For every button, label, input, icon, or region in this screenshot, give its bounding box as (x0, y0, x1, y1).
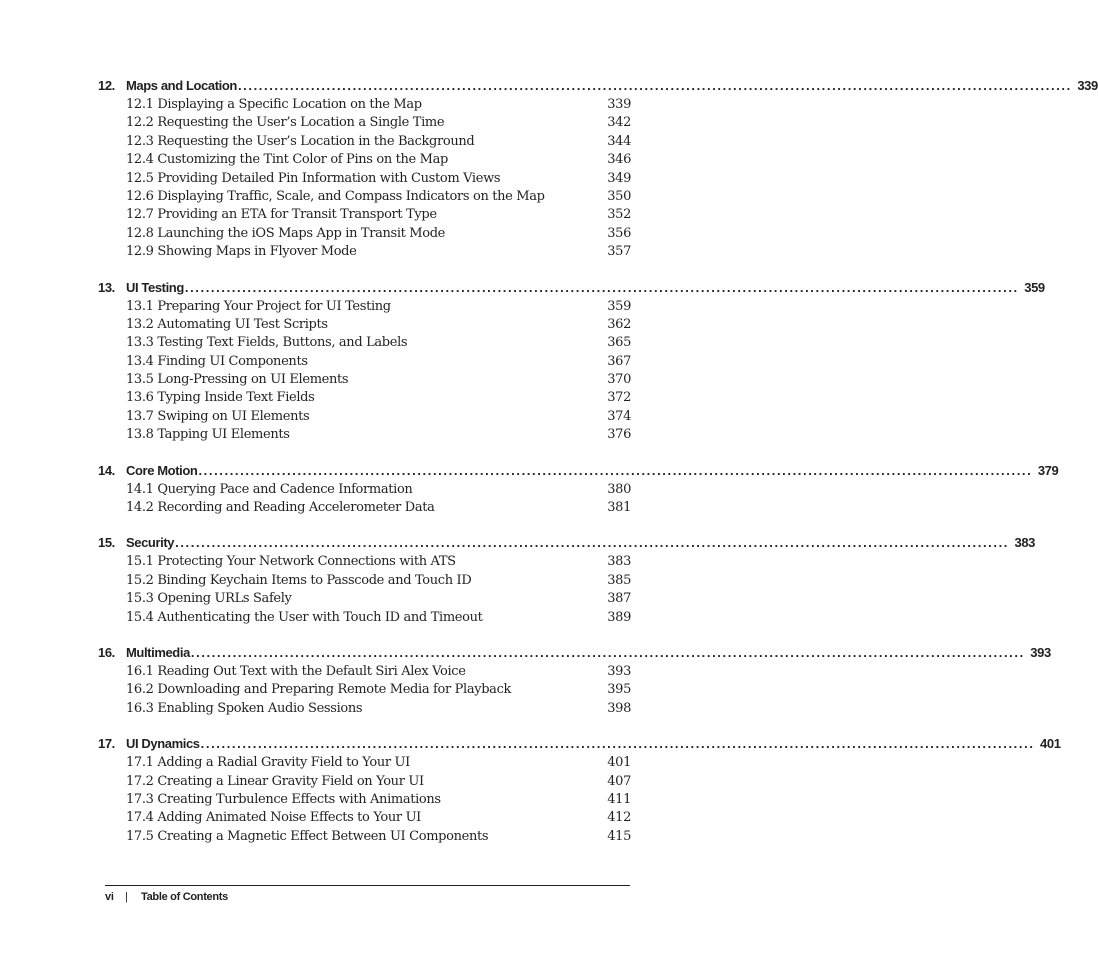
chapter-number: 12. (98, 78, 115, 93)
section-title: 12.1 Displaying a Specific Location on the Map (126, 97, 422, 112)
section-title: 12.6 Displaying Traffic, Scale, and Compass Indicators on the Map (126, 188, 545, 204)
section-title: 17.4 Adding Animated Noise Effects to Your UI (126, 810, 421, 826)
chapter-page: 401 (1040, 736, 1061, 752)
section-entry[interactable] (126, 755, 631, 773)
section-title: 12.3 Requesting the User’s Location in the Background (126, 133, 475, 149)
section-entry[interactable] (126, 226, 631, 244)
section-title: 15.4 Authenticating the User with Touch ID and Timeout (126, 609, 483, 625)
section-page: 401 (607, 755, 631, 771)
section-entry[interactable] (126, 189, 631, 207)
section-title: 13.8 Tapping UI Elements (126, 427, 290, 443)
section-entry[interactable] (126, 372, 631, 390)
section-page: 398 (607, 700, 631, 716)
chapter-14 (98, 462, 1059, 519)
section-entry[interactable] (126, 610, 631, 628)
section-title: 13.2 Automating UI Test Scripts (126, 316, 328, 332)
section-page: 365 (607, 335, 631, 351)
dot-leader: ................................................................................................................................................................ (184, 279, 1019, 295)
chapter-title: Security (126, 535, 175, 551)
section-entry[interactable] (126, 573, 631, 591)
section-entry[interactable] (126, 299, 631, 317)
section-page: 342 (607, 115, 631, 131)
chapter-13 (98, 279, 1045, 446)
section-title: 13.3 Testing Text Fields, Buttons, and Labels (126, 335, 408, 351)
section-title: 13.6 Typing Inside Text Fields (126, 390, 315, 406)
chapter-title: UI Testing (126, 279, 184, 295)
section-page: 412 (607, 810, 631, 826)
section-entry[interactable] (126, 664, 631, 682)
section-entry[interactable] (126, 810, 631, 828)
chapter-heading[interactable] (98, 736, 1061, 755)
section-page: 350 (607, 188, 631, 204)
section-page: 346 (607, 152, 631, 168)
chapter-title: Core Motion (126, 462, 198, 478)
chapter-16 (98, 644, 1051, 719)
section-entry[interactable] (126, 207, 631, 225)
section-entry[interactable] (126, 591, 631, 609)
section-page: 344 (607, 133, 631, 149)
section-title: 15.3 Opening URLs Safely (126, 591, 292, 607)
section-entry[interactable] (126, 115, 631, 133)
section-page: 393 (607, 663, 631, 679)
section-title: 13.1 Preparing Your Project for UI Testing (126, 298, 391, 314)
chapter-number: 15. (98, 535, 115, 551)
section-page: 372 (607, 390, 631, 406)
section-list (98, 554, 631, 628)
section-page: 395 (607, 682, 631, 698)
chapter-heading[interactable] (98, 279, 1045, 299)
section-title: 17.1 Adding a Radial Gravity Field to Your UI (126, 755, 410, 771)
section-title: 12.5 Providing Detailed Pin Information with Custom Views (126, 170, 501, 186)
section-title: 16.3 Enabling Spoken Audio Sessions (126, 700, 363, 716)
dot-leader: ................................................................................................................................................................ (200, 736, 1035, 752)
chapter-title: UI Dynamics (126, 736, 200, 752)
section-entry[interactable] (126, 829, 631, 847)
chapter-number: 16. (98, 644, 115, 660)
section-entry[interactable] (126, 792, 631, 810)
section-title: 15.1 Protecting Your Network Connections with ATS (126, 554, 456, 570)
section-title: 12.9 Showing Maps in Flyover Mode (126, 244, 357, 260)
chapter-heading[interactable] (98, 644, 1051, 664)
section-list (98, 299, 631, 446)
section-entry[interactable] (126, 317, 631, 335)
section-page: 387 (607, 591, 631, 607)
section-title: 12.8 Launching the iOS Maps App in Transit Mode (126, 225, 446, 241)
section-entry[interactable] (126, 554, 631, 572)
dot-leader: ................................................................................................................................................................ (190, 644, 1025, 660)
table-of-contents (98, 78, 1098, 864)
section-title: 16.1 Reading Out Text with the Default Siri Alex Voice (126, 663, 466, 679)
chapter-title: Multimedia (126, 644, 190, 660)
chapter-page: 383 (1014, 535, 1035, 551)
section-title: 16.2 Downloading and Preparing Remote Media for Playback (126, 682, 512, 698)
chapter-heading[interactable] (98, 78, 1098, 97)
section-page: 356 (607, 225, 631, 241)
section-list (98, 755, 631, 847)
chapter-number: 17. (98, 736, 115, 752)
section-list (98, 664, 631, 719)
section-title: 13.7 Swiping on UI Elements (126, 408, 310, 424)
footer-rule (105, 885, 630, 886)
section-title: 12.2 Requesting the User’s Location a Single Time (126, 115, 445, 131)
section-title: 17.2 Creating a Linear Gravity Field on Your UI (126, 773, 424, 789)
running-title: Table of Contents (141, 891, 228, 903)
section-page: 389 (607, 609, 631, 625)
dot-leader: ................................................................................................................................................................ (237, 78, 1072, 93)
section-page: 349 (607, 170, 631, 186)
section-entry[interactable] (126, 774, 631, 792)
section-entry[interactable] (126, 354, 631, 372)
section-page: 339 (607, 97, 631, 112)
section-page: 380 (607, 481, 631, 497)
section-entry[interactable] (126, 482, 631, 500)
section-entry[interactable] (126, 97, 631, 115)
section-page: 362 (607, 316, 631, 332)
section-page: 367 (607, 353, 631, 369)
section-title: 17.3 Creating Turbulence Effects with Animations (126, 791, 441, 807)
section-entry[interactable] (126, 701, 631, 719)
page-footer (105, 891, 228, 903)
section-page: 374 (607, 408, 631, 424)
section-entry[interactable] (126, 335, 631, 353)
section-title: 14.2 Recording and Reading Accelerometer Data (126, 500, 435, 516)
section-page: 376 (607, 427, 631, 443)
chapter-page: 359 (1024, 279, 1045, 295)
chapter-heading[interactable] (98, 535, 1035, 554)
section-page: 370 (607, 372, 631, 388)
section-title: 14.1 Querying Pace and Cadence Information (126, 481, 413, 497)
chapter-number: 14. (98, 462, 115, 478)
chapter-heading[interactable] (98, 462, 1059, 482)
chapter-17 (98, 736, 1061, 847)
section-title: 13.5 Long-Pressing on UI Elements (126, 372, 349, 388)
section-entry[interactable] (126, 152, 631, 170)
chapter-12 (98, 78, 1098, 263)
section-title: 17.5 Creating a Magnetic Effect Between UI Components (126, 828, 489, 844)
section-page: 415 (607, 828, 631, 844)
section-entry[interactable] (126, 500, 631, 518)
section-page: 357 (607, 244, 631, 260)
section-page: 411 (607, 791, 631, 807)
section-entry[interactable] (126, 390, 631, 408)
section-list (98, 482, 631, 519)
page-folio: vi (105, 891, 114, 903)
chapter-page: 379 (1037, 462, 1059, 478)
section-page: 385 (607, 572, 631, 588)
section-page: 359 (607, 298, 631, 314)
section-list (98, 97, 631, 263)
section-title: 13.4 Finding UI Components (126, 353, 308, 369)
section-title: 15.2 Binding Keychain Items to Passcode and Touch ID (126, 572, 472, 588)
chapter-page: 393 (1030, 644, 1051, 660)
chapter-15 (98, 535, 1035, 628)
section-entry[interactable] (126, 427, 631, 445)
dot-leader: ................................................................................................................................................................ (198, 462, 1033, 478)
section-entry[interactable] (126, 134, 631, 152)
section-title: 12.4 Customizing the Tint Color of Pins on the Map (126, 152, 449, 168)
section-entry[interactable] (126, 682, 631, 700)
chapter-title: Maps and Location (126, 78, 237, 93)
section-title: 12.7 Providing an ETA for Transit Transport Type (126, 207, 437, 223)
section-entry[interactable] (126, 244, 631, 262)
section-page: 352 (607, 207, 631, 223)
chapter-page: 339 (1077, 78, 1098, 93)
chapter-number: 13. (98, 279, 115, 295)
section-entry[interactable] (126, 171, 631, 189)
section-page: 383 (607, 554, 631, 570)
dot-leader: ................................................................................................................................................................ (175, 535, 1009, 551)
section-entry[interactable] (126, 409, 631, 427)
section-page: 407 (607, 773, 631, 789)
footer-separator: | (125, 891, 128, 903)
section-page: 381 (607, 500, 631, 516)
